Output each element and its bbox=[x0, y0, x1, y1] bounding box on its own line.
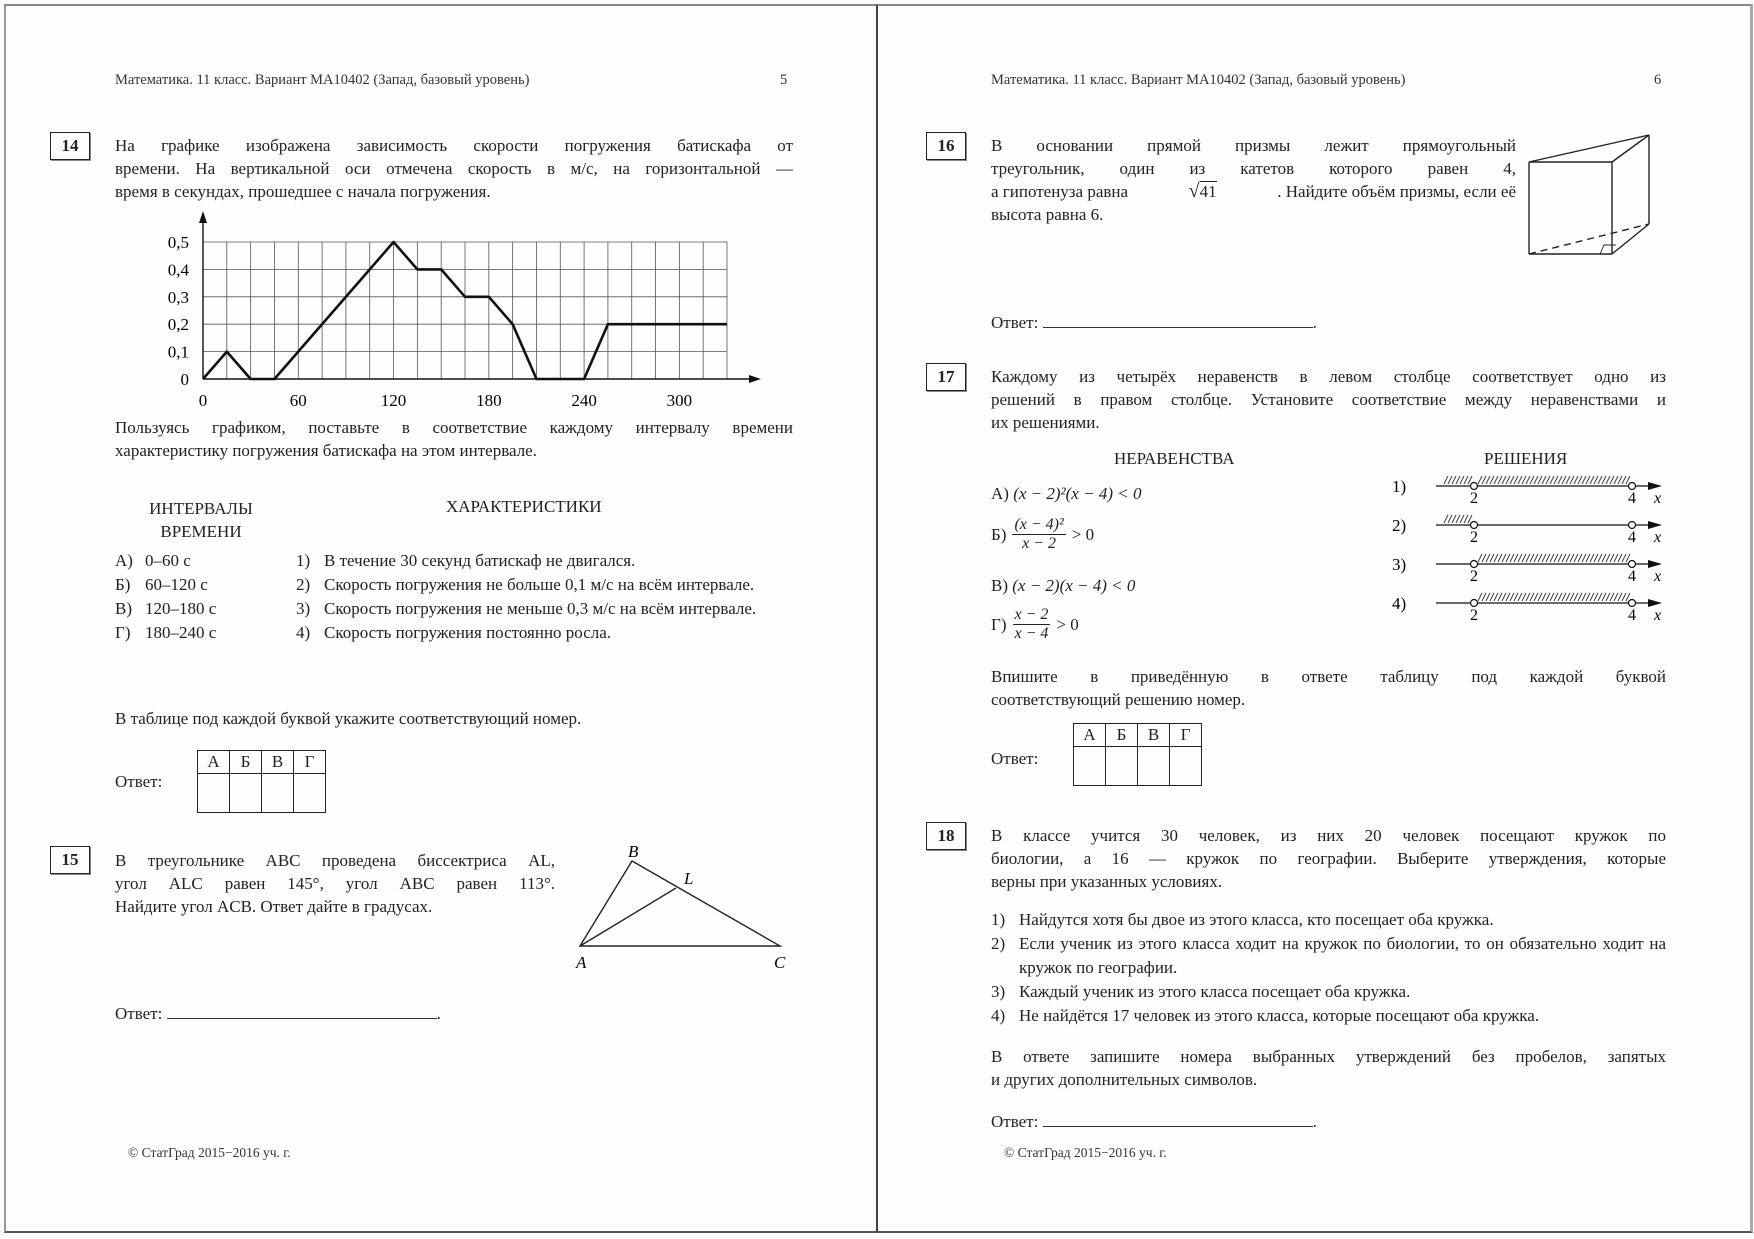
q16-line-part: . Найдите объём призмы, если её bbox=[1277, 182, 1516, 201]
answer-col-header: А bbox=[1074, 724, 1106, 747]
intervals-header-line: ИНТЕРВАЛЫ bbox=[149, 499, 253, 518]
answer-col-header: Б bbox=[1106, 724, 1138, 747]
open-point-icon bbox=[1629, 483, 1636, 490]
answer-field[interactable] bbox=[1043, 1110, 1313, 1127]
y-axis-arrow-icon bbox=[199, 211, 207, 223]
point-label: 4 bbox=[1628, 529, 1636, 546]
footer-copyright: © СтатГрад 2015−2016 уч. г. bbox=[128, 1145, 291, 1160]
statement-text: Найдутся хотя бы двое из этого класса, кто посещает оба кружка. bbox=[1019, 910, 1494, 929]
characteristic-text: В течение 30 секунд батискаф не двигался. bbox=[324, 551, 636, 570]
point-label: 4 bbox=[1628, 490, 1636, 507]
vertex-label-c: C bbox=[774, 953, 786, 972]
characteristic-text: Скорость погружения постоянно росла. bbox=[324, 623, 612, 642]
prism-figure bbox=[1524, 132, 1664, 272]
q17-text bbox=[991, 365, 1666, 434]
interval-label: В) bbox=[115, 599, 132, 618]
answer-label: Ответ: bbox=[991, 749, 1039, 768]
inequality-a bbox=[991, 484, 1141, 504]
fraction bbox=[1012, 516, 1065, 553]
solution-label: 1) bbox=[1392, 477, 1407, 496]
fraction bbox=[1013, 606, 1051, 643]
q18-instruction bbox=[991, 1045, 1666, 1091]
x-axis-arrow-icon bbox=[749, 375, 761, 383]
page-number: 6 bbox=[1654, 72, 1662, 88]
q18-answer bbox=[991, 1110, 1317, 1133]
characteristic-item bbox=[296, 549, 766, 573]
q17-instruction-line: соответствующий решению номер. bbox=[991, 690, 1246, 709]
statement-item bbox=[991, 932, 1666, 980]
interval-text: 120–180 с bbox=[145, 599, 217, 618]
y-tick-label: 0,4 bbox=[167, 260, 189, 280]
interval-text: 0–60 с bbox=[145, 551, 191, 570]
point-label-l: L bbox=[684, 869, 694, 888]
interval-text: 60–120 с bbox=[145, 575, 208, 594]
statement-text: Не найдётся 17 человек из этого класса, которые посещают оба кружка. bbox=[1019, 1006, 1540, 1025]
solutions-number-lines bbox=[1388, 468, 1678, 628]
q18-instruction-line: и других дополнительных символов. bbox=[991, 1070, 1258, 1089]
characteristic-label: 3) bbox=[296, 599, 311, 618]
inequality-v bbox=[991, 576, 1135, 596]
answer-label: Ответ: bbox=[115, 772, 163, 791]
inequality-label: Г) bbox=[991, 614, 1007, 634]
q18-line: В классе учится 30 человек, из них 20 человек посещают кружок по bbox=[991, 826, 1666, 845]
sqrt-radicand: 41 bbox=[1199, 182, 1217, 201]
inequality-expression: (x − 2)²(x − 4) < 0 bbox=[1013, 484, 1142, 503]
characteristic-label: 2) bbox=[296, 575, 311, 594]
answer-table-14 bbox=[197, 750, 326, 813]
interval-item bbox=[115, 597, 216, 621]
intervals-list bbox=[115, 549, 216, 645]
y-tick-label: 0,5 bbox=[167, 233, 189, 252]
statement-text: Если ученик из этого класса ходит на кружок по биологии, то он обязательно ходит на кружок по географии. bbox=[1019, 934, 1666, 977]
interval-item bbox=[115, 573, 216, 597]
answer-cell[interactable] bbox=[198, 774, 230, 813]
answer-col-header: Б bbox=[230, 751, 262, 774]
q16-text bbox=[991, 134, 1516, 226]
answer-col-header: Г bbox=[294, 751, 326, 774]
point-label: 4 bbox=[1628, 568, 1636, 585]
q15-line: Найдите угол ACB. Ответ дайте в градусах. bbox=[115, 897, 433, 916]
statement-item bbox=[991, 1004, 1666, 1028]
axis-arrow-icon bbox=[1648, 560, 1662, 568]
answer-cell[interactable] bbox=[1106, 747, 1138, 786]
q17-line: их решениями. bbox=[991, 413, 1100, 432]
interval-item bbox=[115, 621, 216, 645]
answer-col-header: В bbox=[262, 751, 294, 774]
inequality-label: Б) bbox=[991, 524, 1007, 544]
answer-cell[interactable] bbox=[262, 774, 294, 813]
interval-item bbox=[115, 549, 216, 573]
page-header: Математика. 11 класс. Вариант МА10402 (Запад, базовый уровень) bbox=[115, 72, 530, 88]
q18-line: верны при указанных условиях. bbox=[991, 872, 1223, 891]
statement-label: 1) bbox=[991, 910, 1006, 929]
open-point-icon bbox=[1629, 600, 1636, 607]
answer-col-header: А bbox=[198, 751, 230, 774]
interval-label: Б) bbox=[115, 575, 131, 594]
number-line-solution bbox=[1392, 593, 1662, 624]
x-tick-label: 240 bbox=[571, 391, 597, 410]
answer-cell[interactable] bbox=[1138, 747, 1170, 786]
open-point-icon bbox=[1471, 483, 1478, 490]
characteristics-list bbox=[296, 549, 766, 645]
point-label: 2 bbox=[1470, 607, 1478, 624]
q14-task-line: Пользуясь графиком, поставьте в соответствие каждому интервалу времени bbox=[115, 418, 793, 437]
q14-table-instruction: В таблице под каждой буквой укажите соответствующий номер. bbox=[115, 709, 582, 728]
statement-item bbox=[991, 908, 1666, 932]
interval-text: 180–240 с bbox=[145, 623, 217, 642]
statement-item bbox=[991, 980, 1666, 1004]
solution-label: 2) bbox=[1392, 516, 1407, 535]
characteristic-item bbox=[296, 597, 766, 621]
q15-line: В треугольнике ABC проведена биссектриса AL, bbox=[115, 851, 555, 870]
open-point-icon bbox=[1471, 561, 1478, 568]
answer-field[interactable] bbox=[167, 1002, 437, 1019]
interval-label: А) bbox=[115, 551, 133, 570]
numerator: (x − 4)² bbox=[1014, 516, 1064, 533]
axis-label: x bbox=[1654, 490, 1662, 507]
q15-text bbox=[115, 849, 555, 918]
answer-period: . bbox=[1312, 313, 1317, 332]
axis-arrow-icon bbox=[1648, 521, 1662, 529]
axis-label: x bbox=[1654, 607, 1662, 624]
open-point-icon bbox=[1629, 561, 1636, 568]
q16-answer bbox=[991, 311, 1317, 334]
answer-label: Ответ: bbox=[991, 1112, 1039, 1131]
answer-period: . bbox=[1312, 1112, 1317, 1131]
q14-task bbox=[115, 416, 793, 462]
statement-label: 2) bbox=[991, 934, 1006, 953]
answer-col-header: В bbox=[1138, 724, 1170, 747]
x-tick-label: 300 bbox=[666, 391, 693, 410]
q16-line bbox=[991, 180, 1516, 203]
answer-cell[interactable] bbox=[230, 774, 262, 813]
q14-task-line: характеристику погружения батискафа на этом интервале. bbox=[115, 441, 537, 460]
solution-label: 3) bbox=[1392, 555, 1407, 574]
number-line-solution bbox=[1392, 515, 1662, 546]
intervals-header bbox=[126, 497, 276, 543]
q14-intro bbox=[115, 134, 793, 203]
q18-statements bbox=[991, 908, 1666, 1028]
triangle-abc bbox=[580, 861, 780, 946]
number-line-solution bbox=[1392, 476, 1662, 507]
answer-cell[interactable] bbox=[1170, 747, 1202, 786]
x-tick-label: 60 bbox=[289, 391, 307, 410]
statement-label: 4) bbox=[991, 1006, 1006, 1025]
numerator: x − 2 bbox=[1014, 606, 1049, 623]
answer-label: Ответ: bbox=[991, 313, 1039, 332]
inequality-expression: (x − 2)(x − 4) < 0 bbox=[1012, 576, 1136, 595]
answer-period: . bbox=[436, 1004, 441, 1023]
page-left bbox=[4, 4, 878, 1233]
axis-arrow-icon bbox=[1648, 482, 1662, 490]
inequalities-header: НЕРАВЕНСТВА bbox=[1114, 449, 1235, 468]
q17-instruction-line: Впишите в приведённую в ответе таблицу под каждой буквой bbox=[991, 667, 1666, 686]
answer-table-17 bbox=[1073, 723, 1202, 786]
point-label: 4 bbox=[1628, 607, 1636, 624]
interval-label: Г) bbox=[115, 623, 131, 642]
axis-label: x bbox=[1654, 568, 1662, 585]
statement-text: Каждый ученик из этого класса посещает оба кружка. bbox=[1019, 982, 1411, 1001]
denominator: x − 2 bbox=[1022, 535, 1057, 552]
q16-line: треугольник, один из катетов которого равен 4, bbox=[991, 159, 1516, 178]
q18-text bbox=[991, 824, 1666, 893]
sqrt-expression: √41 bbox=[1188, 180, 1217, 202]
triangle-figure bbox=[566, 846, 796, 976]
question-number-17: 17 bbox=[926, 363, 966, 391]
intervals-header-line: ВРЕМЕНИ bbox=[160, 522, 242, 541]
q14-intro-line: На графике изображена зависимость скорости погружения батискафа от bbox=[115, 136, 793, 155]
statement-label: 3) bbox=[991, 982, 1006, 1001]
y-tick-label: 0,1 bbox=[167, 342, 189, 362]
answer-col-header: Г bbox=[1170, 724, 1202, 747]
inequality-g bbox=[991, 606, 1079, 643]
characteristic-label: 4) bbox=[296, 623, 311, 642]
bisector-al bbox=[580, 888, 676, 946]
q17-line: решений в правом столбце. Установите соответствие между неравенствами и bbox=[991, 390, 1666, 409]
x-tick-label: 180 bbox=[476, 391, 502, 410]
open-point-icon bbox=[1471, 522, 1478, 529]
vertex-label-b: B bbox=[628, 846, 639, 861]
question-number-15: 15 bbox=[50, 846, 90, 874]
question-number-16: 16 bbox=[926, 132, 966, 160]
point-label: 2 bbox=[1470, 529, 1478, 546]
y-tick-label: 0 bbox=[180, 370, 189, 389]
answer-cell[interactable] bbox=[294, 774, 326, 813]
solution-label: 4) bbox=[1392, 594, 1407, 613]
answer-label: Ответ: bbox=[115, 1004, 163, 1023]
answer-cell[interactable] bbox=[1074, 747, 1106, 786]
question-number-14: 14 bbox=[50, 132, 90, 160]
velocity-chart bbox=[136, 206, 766, 416]
characteristic-text: Скорость погружения не больше 0,1 м/с на всём интервале. bbox=[324, 575, 755, 594]
q16-line-part: а гипотенуза равна bbox=[991, 182, 1129, 201]
q18-instruction-line: В ответе запишите номера выбранных утверждений без пробелов, запятых bbox=[991, 1047, 1666, 1066]
footer-copyright: © СтатГрад 2015−2016 уч. г. bbox=[1004, 1145, 1167, 1160]
y-tick-label: 0,2 bbox=[167, 315, 189, 335]
q17-line: Каждому из четырёх неравенств в левом столбце соответствует одно из bbox=[991, 367, 1666, 386]
denominator: x − 4 bbox=[1014, 625, 1049, 642]
axis-arrow-icon bbox=[1648, 599, 1662, 607]
answer-field[interactable] bbox=[1043, 311, 1313, 328]
characteristic-item bbox=[296, 621, 766, 645]
open-point-icon bbox=[1629, 522, 1636, 529]
page-number: 5 bbox=[780, 72, 788, 88]
inequality-label: В) bbox=[991, 576, 1008, 595]
q14-intro-line: времени. На вертикальной оси отмечена скорость в м/с, на горизонтальной — bbox=[115, 159, 793, 178]
vertex-label-a: A bbox=[576, 953, 587, 972]
y-tick-label: 0,3 bbox=[167, 287, 189, 307]
x-tick-label: 0 bbox=[198, 391, 208, 410]
x-tick-label: 120 bbox=[380, 391, 407, 410]
point-label: 2 bbox=[1470, 490, 1478, 507]
q15-answer bbox=[115, 1002, 441, 1025]
relation: > 0 bbox=[1056, 614, 1079, 634]
q14-intro-line: время в секундах, прошедшее с начала погружения. bbox=[115, 182, 491, 201]
relation: > 0 bbox=[1071, 524, 1095, 544]
q16-line: высота равна 6. bbox=[991, 205, 1104, 224]
number-line-solution bbox=[1392, 554, 1662, 585]
question-number-18: 18 bbox=[926, 822, 966, 850]
characteristic-text: Скорость погружения не меньше 0,3 м/с на всём интервале. bbox=[324, 599, 757, 618]
q16-line: В основании прямой призмы лежит прямоугольный bbox=[991, 136, 1516, 155]
point-label: 2 bbox=[1470, 568, 1478, 585]
inequality-label: А) bbox=[991, 484, 1009, 503]
q18-line: биологии, а 16 — кружок по географии. Выберите утверждения, которые bbox=[991, 849, 1666, 868]
inequality-b bbox=[991, 516, 1094, 553]
axis-label: x bbox=[1654, 529, 1662, 546]
open-point-icon bbox=[1471, 600, 1478, 607]
characteristic-label: 1) bbox=[296, 551, 311, 570]
solutions-header: РЕШЕНИЯ bbox=[1484, 449, 1568, 468]
page-right bbox=[876, 4, 1753, 1233]
q15-line: угол ALC равен 145°, угол ABC равен 113°. bbox=[115, 874, 555, 893]
chart-grid bbox=[203, 242, 727, 379]
characteristic-item bbox=[296, 573, 766, 597]
characteristics-header: ХАРАКТЕРИСТИКИ bbox=[446, 497, 602, 516]
q17-instruction bbox=[991, 665, 1666, 711]
page-header: Математика. 11 класс. Вариант МА10402 (Запад, базовый уровень) bbox=[991, 72, 1406, 88]
